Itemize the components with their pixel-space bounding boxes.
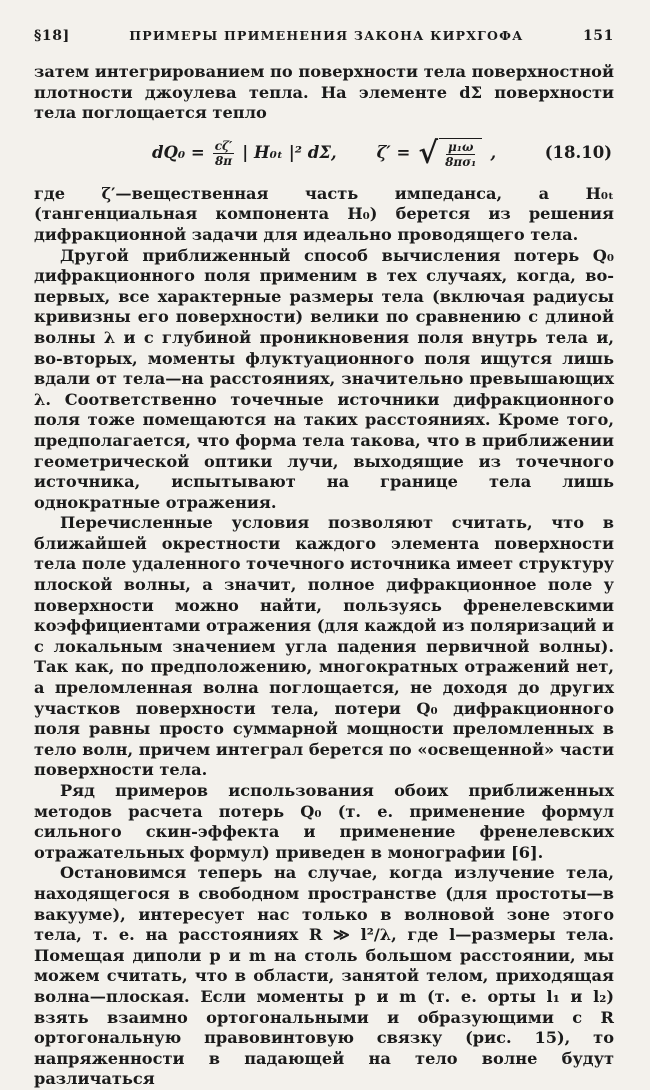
paragraph-2: Другой приближенный способ вычисления потерь Q₀ дифракционного поля применим в тех случаях, когда, во-первых, все характерные размеры тела (включая радиусы кривизны его поверхности) велики по сравнению с длиной волны λ и с глубиной проникновения поля внутрь тела и, во-вторых, моменты флуктуационного поля ищутся лишь вдали от тела—на расстояниях, значительно превышающих λ. Соответственно точечные источники дифракционного поля тоже помещаются на таких расстояниях. Кроме того, предполагается, что форма тела такова, что в приближении геометрической оптики лучи, выходящие из точечного источника, испытывают на границе тела лишь однократные отражения. [34,245,614,512]
eq-fraction-2 [439,138,482,169]
equation-number: (18.10) [544,143,612,163]
eq-fraction-2-denominator: 8πσ₁ [445,155,477,170]
eq-fraction-1 [213,139,235,168]
equation-body [152,135,497,171]
page-header [34,28,614,44]
section-marker: §18] [34,28,70,44]
paragraph-where: где ζ′—вещественная часть импеданса, а H₀ₜ (тангенциальная компонента H₀) берется из решения дифракционной задачи для идеально проводящего тела. [34,183,614,244]
page-number: 151 [582,28,614,44]
equation-18-10 [34,132,614,176]
body-text [34,62,614,1090]
eq-fraction-1-numerator: cζ′ [214,139,233,154]
eq-fraction-1-denominator: 8π [214,154,233,169]
running-title: ПРИМЕРЫ ПРИМЕНЕНИЯ ЗАКОНА КИРХГОФА [129,28,524,43]
paragraph-4: Ряд примеров использования обоих приближенных методов расчета потерь Q₀ (т. е. применение формул сильного скин-эффекта и применение френелевских отражательных формул) приведен в монографии [6]. [34,781,614,862]
eq-square-root [418,135,482,171]
eq-lhs: dQ₀ = [152,143,205,163]
paragraph-3: Перечисленные условия позволяют считать, что в ближайшей окрестности каждого элемента поверхности тела поле удаленного точечного источника имеет структуру плоской волны, а значит, полное дифракционное поле у поверхности можно найти, пользуясь френелевскими коэффициентами отражения (для каждой из поляризаций и с локальным значением угла падения первичной волны). Так как, по предположению, многократных отражений нет, а преломленная волна поглощается, не доходя до других участков поверхности тела, потери Q₀ дифракционного поля равны просто суммарной мощности преломленных в тело волн, причем интеграл берется по «освещенной» части поверхности тела. [34,513,614,780]
paragraph-5: Остановимся теперь на случае, когда излучение тела, находящегося в свободном пространстве (для простоты—в вакууме), интересует нас только в волновой зоне этого тела, т. е. на расстояниях R ≫ l²/λ, где l—размеры тела. Помещая диполи p и m на столь большом расстоянии, мы можем считать, что в области, занятой телом, приходящая волна—плоская. Если моменты p и m (т. е. орты l₁ и l₂) взять взаимно ортогональными и образующими с R ортогональную правовинтовую связку (рис. 15), то напряженности в падающей на тело волне будут различаться [34,863,614,1089]
radical-sign-icon: √ [418,135,439,171]
paragraph-intro: затем интегрированием по поверхности тела поверхностной плотности джоулева тепла. На элементе dΣ поверхности тела поглощается тепло [34,62,614,123]
eq-rhs-1: | H₀ₜ |² dΣ, [242,143,337,163]
eq-tail: , [490,143,497,163]
eq-fraction-2-numerator: μ₁ω [447,140,474,155]
eq-lhs-2: ζ′ = [376,143,411,163]
